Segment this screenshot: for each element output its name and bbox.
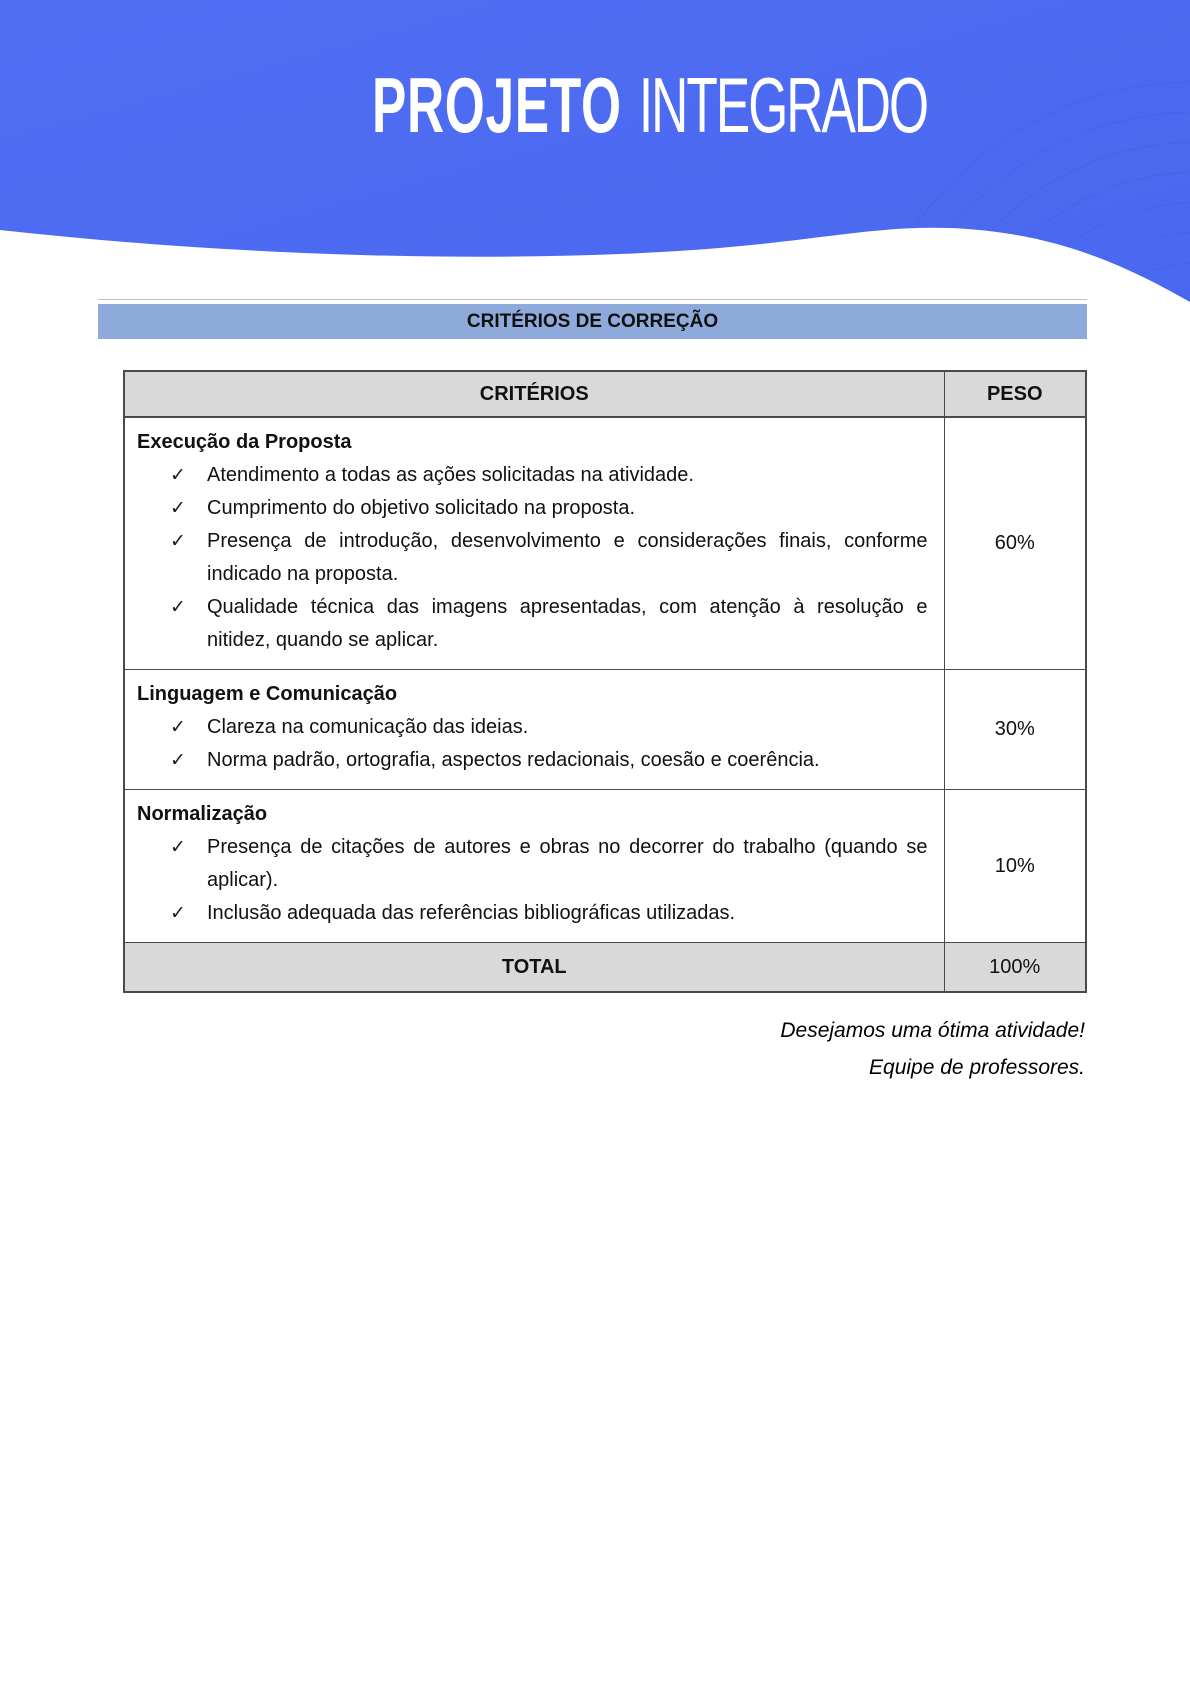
row-heading: Linguagem e Comunicação [137,683,398,705]
list-item-text: Presença de introdução, desenvolvimento e considerações finais, conforme indicado na proposta. [207,530,928,585]
logo-word-integrado: INTEGRADO [639,61,928,149]
list-item [137,591,930,657]
list-item-text: Cumprimento do objetivo solicitado na proposta. [207,497,636,519]
row-heading: Normalização [137,803,268,825]
peso-value: 10% [944,790,1086,943]
criteria-column-header: CRITÉRIOS [124,371,944,417]
section-title-bar [98,304,1087,339]
table-header-row [124,371,1086,417]
list-item [137,525,930,591]
table-row [124,417,1086,670]
logo-word-projeto: PROJETO [372,61,623,149]
list-item [137,711,930,744]
check-icon: ✓ [170,498,186,519]
check-icon: ✓ [170,717,186,738]
signature-line-2: Equipe de professores. [869,1056,1085,1079]
table-row [124,790,1086,943]
peso-column-header: PESO [944,371,1086,417]
list-item-text: Presença de citações de autores e obras no decorrer do trabalho (quando se aplicar). [207,836,928,891]
logo [0,61,1190,149]
signature-line-1: Desejamos uma ótima atividade! [780,1019,1085,1042]
list-item-text: Atendimento a todas as ações solicitadas na atividade. [207,464,694,486]
check-icon: ✓ [170,837,186,858]
row-heading: Execução da Proposta [137,431,352,453]
table-row [124,670,1086,790]
check-icon: ✓ [170,750,186,771]
signature-block [780,1012,1085,1086]
total-label: TOTAL [124,943,944,993]
list-item-text: Norma padrão, ortografia, aspectos redacionais, coesão e coerência. [207,749,820,771]
list-item-text: Clareza na comunicação das ideias. [207,716,529,738]
check-icon: ✓ [170,903,186,924]
check-icon: ✓ [170,597,186,618]
list-item-text: Qualidade técnica das imagens apresentadas, com atenção à resolução e nitidez, quando se aplicar. [207,596,928,651]
list-item [137,744,930,777]
peso-value: 60% [944,417,1086,670]
list-item [137,897,930,930]
header-wave-graphic [0,0,1190,330]
check-icon: ✓ [170,465,186,486]
list-item [137,831,930,897]
total-row [124,943,1086,993]
divider-line [98,299,1087,300]
list-item [137,459,930,492]
peso-value: 30% [944,670,1086,790]
check-icon: ✓ [170,531,186,552]
section-title: CRITÉRIOS DE CORREÇÃO [466,310,719,332]
total-value: 100% [944,943,1086,993]
list-item [137,492,930,525]
criteria-table [123,370,1087,993]
list-item-text: Inclusão adequada das referências bibliográficas utilizadas. [207,902,736,924]
